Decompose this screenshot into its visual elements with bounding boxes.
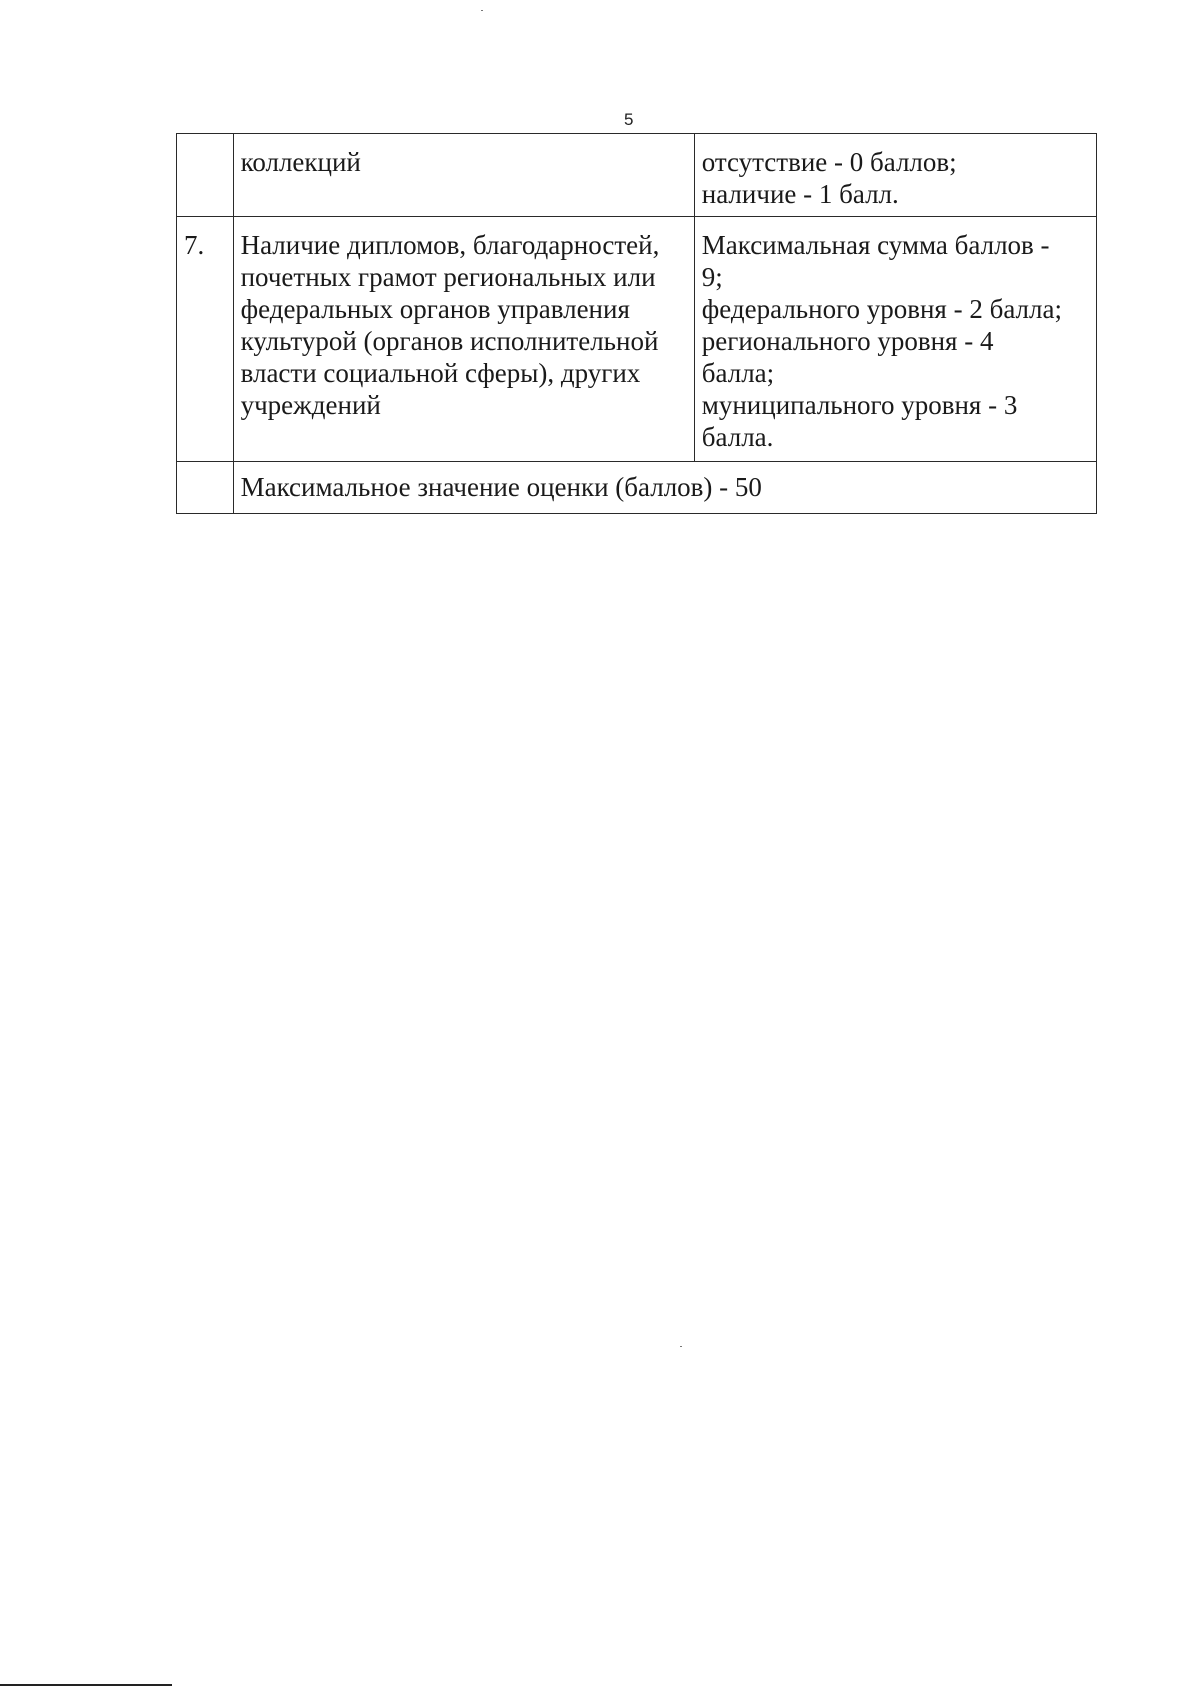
- description-line: федеральных органов управления: [240, 294, 630, 324]
- scan-speck: [481, 10, 483, 11]
- scoring-line: наличие - 1 балл.: [701, 179, 899, 209]
- scoring-line: балла.: [701, 422, 774, 452]
- criteria-table: [176, 133, 1097, 514]
- table-row: [177, 217, 1097, 462]
- description-line: власти социальной сферы), других: [240, 358, 641, 388]
- description-line: культурой (органов исполнительной: [240, 326, 659, 356]
- criterion-scoring: [694, 134, 1096, 217]
- description-line: коллекций: [240, 147, 361, 177]
- footer-rule: [0, 1684, 172, 1686]
- row-number: [177, 134, 234, 217]
- criterion-description: [233, 217, 694, 462]
- scan-speck: [680, 1346, 682, 1347]
- description-line: почетных грамот региональных или: [240, 262, 656, 292]
- total-score-text: Максимальное значение оценки (баллов) - 50: [233, 462, 1096, 514]
- scoring-line: отсутствие - 0 баллов;: [701, 147, 957, 177]
- table-row: [177, 134, 1097, 217]
- scoring-line: 9;: [701, 262, 723, 292]
- total-row: [177, 462, 1097, 514]
- scoring-line: муниципального уровня - 3: [701, 390, 1018, 420]
- page-number: 5: [624, 110, 634, 129]
- scoring-line: Максимальная сумма баллов -: [701, 230, 1050, 260]
- criterion-scoring: [694, 217, 1096, 462]
- criterion-description: [233, 134, 694, 217]
- scoring-line: федерального уровня - 2 балла;: [701, 294, 1062, 324]
- scoring-line: регионального уровня - 4: [701, 326, 994, 356]
- row-number: 7.: [177, 217, 234, 462]
- description-line: Наличие дипломов, благодарностей,: [240, 230, 660, 260]
- description-line: учреждений: [240, 390, 381, 420]
- row-number: [177, 462, 234, 514]
- scoring-line: балла;: [701, 358, 775, 388]
